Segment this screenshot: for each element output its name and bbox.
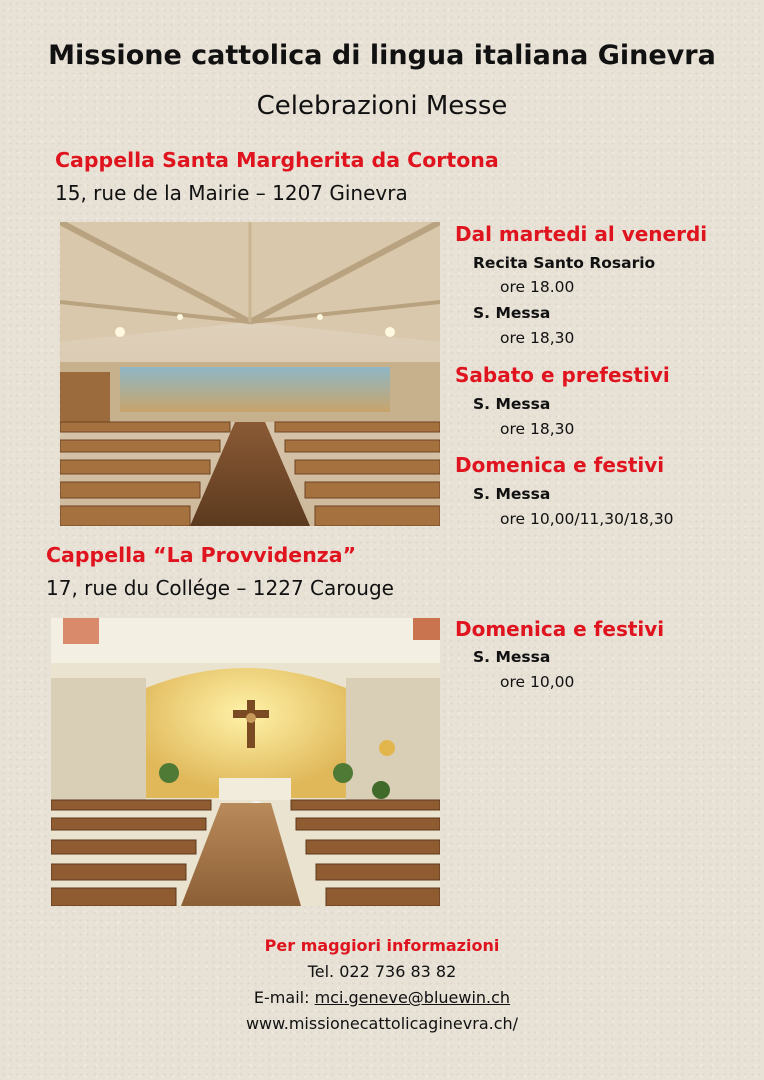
- schedule-time-mass: ore 18,30: [500, 420, 575, 438]
- schedule-heading-sunday-carouge: Domenica e festivi: [455, 617, 665, 641]
- chapel1-photo: [60, 222, 440, 526]
- schedule-time-mass: ore 10,00: [500, 673, 575, 691]
- chapel1-name: Cappella Santa Margherita da Cortona: [55, 148, 499, 172]
- schedule-time-mass: ore 18,30: [500, 329, 575, 347]
- schedule-label-mass: S. Messa: [473, 395, 551, 413]
- schedule-label-mass: S. Messa: [473, 485, 551, 503]
- schedule-heading-saturday: Sabato e prefestivi: [455, 363, 670, 387]
- email-label: E-mail:: [253, 988, 310, 1007]
- schedule-label-mass: S. Messa: [473, 648, 551, 666]
- chapel1-address: 15, rue de la Mairie – 1207 Ginevra: [55, 181, 408, 205]
- email-link[interactable]: mci.geneve@bluewin.ch: [314, 988, 511, 1007]
- schedule-label-mass: S. Messa: [473, 304, 551, 322]
- website-link[interactable]: www.missionecattolicaginevra.ch/: [245, 1014, 519, 1033]
- page-subtitle: Celebrazioni Messe: [256, 91, 508, 121]
- schedule-time-mass: ore 10,00/11,30/18,30: [500, 510, 674, 528]
- schedule-heading-sunday: Domenica e festivi: [455, 453, 665, 477]
- chapel2-address: 17, rue du Collége – 1227 Carouge: [46, 576, 394, 600]
- schedule-time-rosary: ore 18.00: [500, 278, 575, 296]
- phone-number: Tel. 022 736 83 82: [307, 962, 457, 981]
- schedule-label-rosary: Recita Santo Rosario: [473, 254, 656, 272]
- chapel2-photo: [51, 618, 440, 906]
- schedule-heading-weekdays: Dal martedi al venerdi: [455, 222, 708, 246]
- chapel2-name: Cappella “La Provvidenza”: [46, 543, 357, 567]
- email-line: [0, 988, 764, 1007]
- page-title: Missione cattolica di lingua italiana Ginevra: [48, 40, 716, 71]
- info-heading: Per maggiori informazioni: [264, 936, 500, 955]
